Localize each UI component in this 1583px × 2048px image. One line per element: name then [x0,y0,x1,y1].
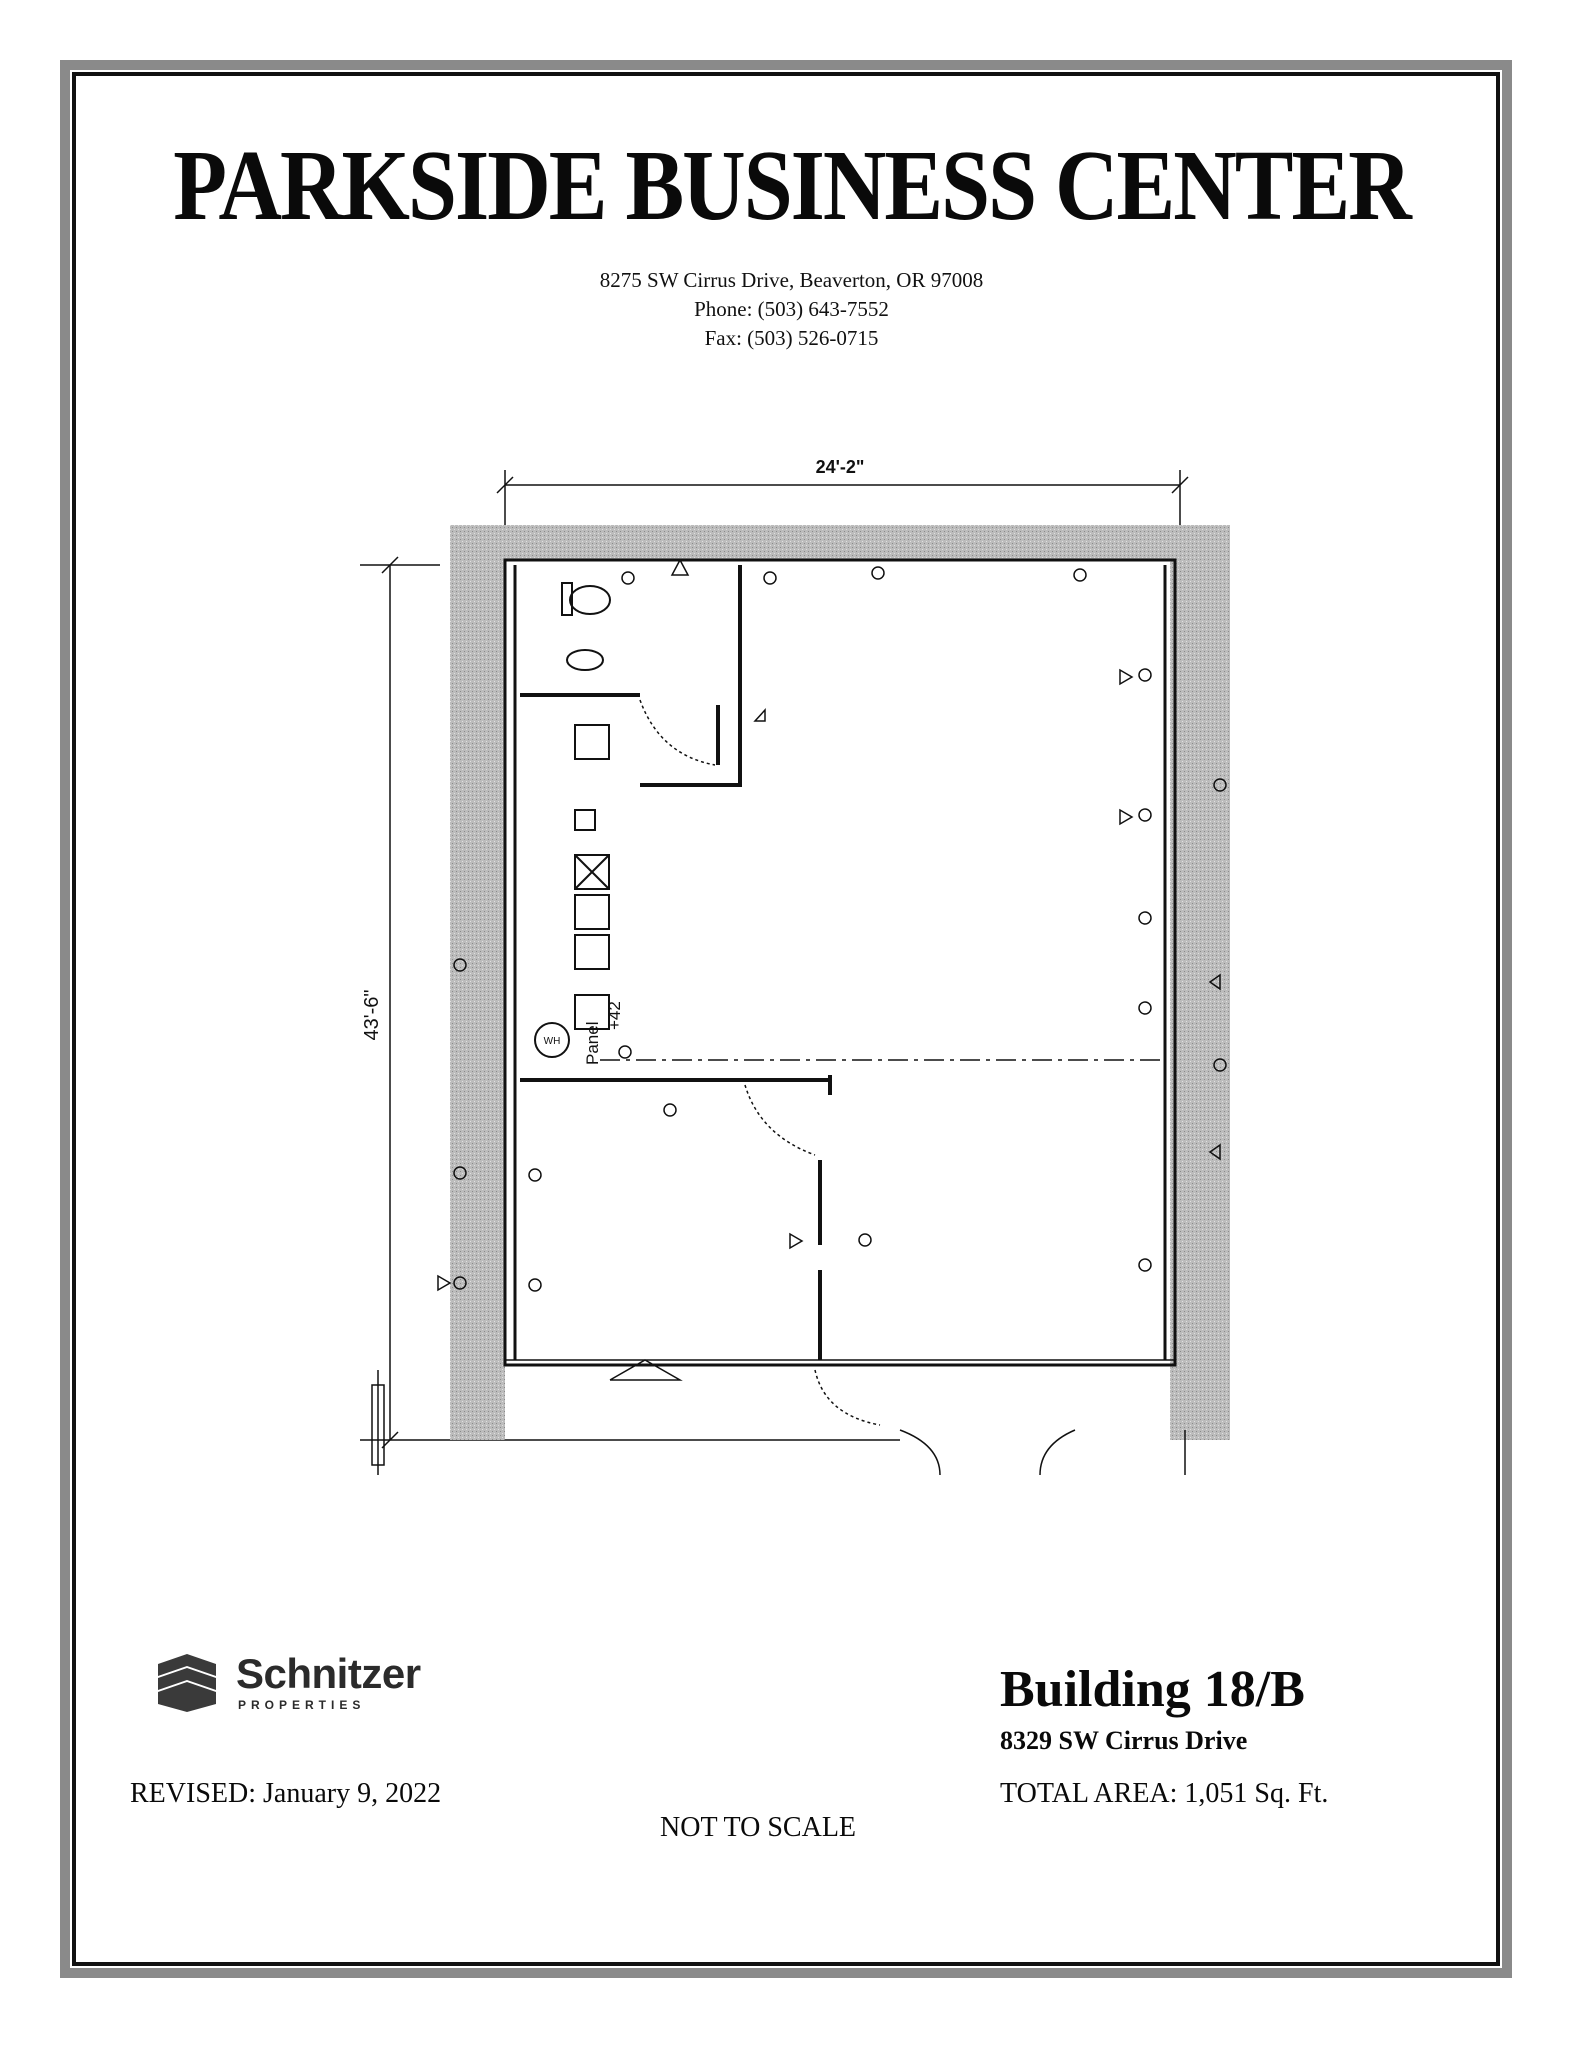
document-title: PARKSIDE BUSINESS CENTER [173,130,1410,242]
total-area: TOTAL AREA: 1,051 Sq. Ft. [1000,1778,1329,1809]
center-address: 8275 SW Cirrus Drive, Beaverton, OR 97008 [599,268,984,292]
adjacent-area-right [1170,560,1230,1440]
width-dimension-label: 24'-2" [815,457,865,477]
company-logo [158,1650,498,1720]
logo-subtitle: PROPERTIES [238,1698,366,1712]
scale-note: NOT TO SCALE [660,1812,857,1843]
restroom-fixtures [562,583,610,1029]
building-name: Building 18/B [1000,1661,1305,1718]
panel-label: Panel [583,1021,602,1065]
outlet-symbols [454,567,1226,1291]
height-dimension-label: 43'-6" [361,989,383,1041]
water-heater-label: WH [543,1036,561,1047]
floor-plan [340,455,1240,1485]
interior-walls [520,565,830,1360]
panel-height-label: +42 [605,1001,624,1030]
logo-mark-icon [158,1654,216,1712]
data-symbols [438,560,1220,1290]
door-swings [640,700,880,1425]
adjacent-area-top [450,525,1230,560]
building-address: 8329 SW Cirrus Drive [1000,1726,1248,1755]
exterior-walls [505,560,1175,1365]
logo-name: Schnitzer [236,1650,421,1697]
center-phone: Phone: (503) 643-7552 [694,297,889,321]
adjacent-area-left [450,560,505,1440]
revised-date: REVISED: January 9, 2022 [130,1778,442,1809]
center-fax: Fax: (503) 526-0715 [704,326,879,350]
